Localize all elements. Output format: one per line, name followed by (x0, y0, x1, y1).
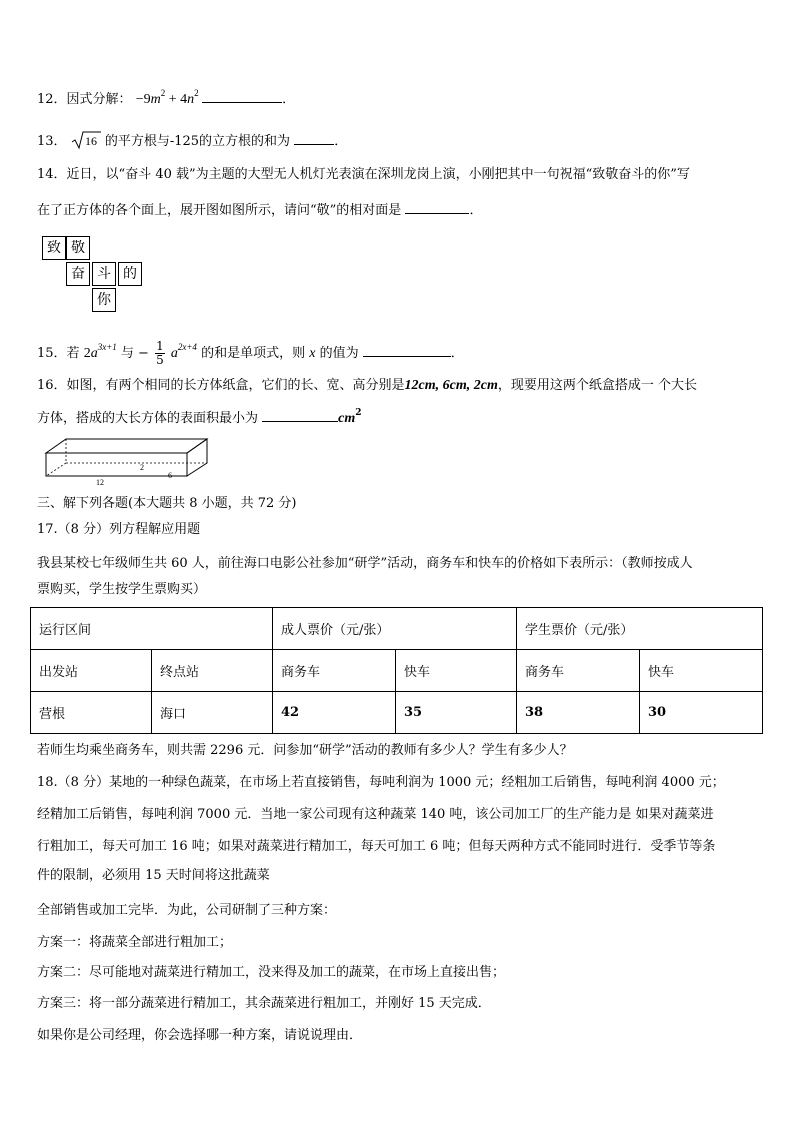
table-cell: 30 (640, 692, 763, 734)
table-cell: 42 (273, 692, 396, 734)
question-15 (37, 340, 464, 367)
question-14-line1: 14．近日，以“奋斗 40 载”为主题的大型无人机灯光表演在深圳龙岗上演，小刚把其中一句祝福“致敬奋斗的你”写 (37, 167, 690, 182)
table-header-cell: 成人票价（元/张） (273, 608, 517, 650)
q15-var1: a (90, 346, 98, 361)
q15-term1 (83, 342, 117, 361)
q15-frac-num: 1 (156, 339, 164, 353)
q15-post: 的和是单项式，则 (201, 346, 306, 361)
net-cell-6: 你 (92, 288, 116, 312)
net-cell-1: 致 (42, 236, 66, 260)
table-row (31, 608, 763, 650)
cuboid-length-label: 12 (96, 478, 104, 486)
q18-line-3: 行粗加工，每天可加工 16 吨；如果对蔬菜进行精加工，每天可加工 6 吨；但每天两种方式不能同时进行．受季节等条 (37, 839, 716, 854)
table-header-cell: 快车 (396, 650, 517, 692)
q16-text-a: 16．如图，有两个相同的长方体纸盒，它们的长、宽、高分别是 (37, 378, 405, 393)
table-cell: 营根 (31, 692, 152, 734)
sqrt-symbol-icon (71, 130, 101, 150)
table-header-cell: 商务车 (517, 650, 640, 692)
q13-answer-blank[interactable] (294, 132, 334, 145)
cuboid-height-label: 2 (140, 463, 144, 472)
q15-coef1: 2 (83, 346, 91, 361)
q17-question: 若师生均乘坐商务车，则共需 2296 元．问参加“研学”活动的教师有多少人？学生有多少人？ (37, 743, 573, 758)
net-cell-3: 奋 (66, 262, 90, 286)
q12-exp-m: 2 (160, 88, 166, 98)
question-12 (37, 90, 295, 108)
q18-line-2: 经精加工后销售，每吨利润 7000 元．当地一家公司现有这种蔬菜 140 吨，该公司加工厂的生产能力是 如果对蔬菜进 (37, 807, 714, 822)
q16-unit-exp: 2 (355, 408, 362, 418)
q15-post2: 的值为 (319, 346, 359, 361)
table-header-cell: 出发站 (31, 650, 152, 692)
q17-para-2: 票购买，学生按学生票购买） (37, 582, 207, 597)
q18-line-1: 18.（8 分）某地的一种绿色蔬菜，在市场上若直接销售，每吨利润为 1000 元；经粗加工后销售，每吨利润 4000 元； (37, 775, 725, 790)
q14-end: ． (469, 203, 483, 218)
q18-ask: 如果你是公司经理，你会选择哪一种方案，请说说理由． (37, 1028, 363, 1043)
question-16-line1 (37, 378, 697, 394)
q17-para-1: 我县某校七年级师生共 60 人，前往海口电影公社参加“研学”活动，商务车和快车的价格如下表所示：（教师按成人 (37, 556, 693, 571)
q15-exp2: 2x+4 (177, 342, 197, 352)
q16-dimensions: 12cm, 6cm, 2cm (404, 378, 498, 393)
q12-answer-blank[interactable] (202, 90, 282, 103)
q15-term2 (170, 342, 197, 361)
fare-table (30, 607, 763, 734)
q18-plan-1: 方案一：将蔬菜全部进行粗加工； (37, 935, 233, 950)
question-13 (37, 130, 347, 150)
q15-frac-den: 5 (156, 353, 164, 367)
q13-text: 的平方根与-125的立方根的和为 (104, 134, 291, 149)
q14-text: 在了正方体的各个面上，展开图如图所示，请问“敬”的相对面是 (37, 203, 402, 218)
q16-text-b: ，现要用这两个纸盒搭成一 个大长 (497, 378, 697, 393)
q15-end: ． (450, 346, 464, 361)
q12-end: ． (282, 92, 296, 107)
net-cell-2: 敬 (66, 236, 90, 260)
q15-var2: a (170, 346, 178, 361)
cuboid-width-label: 6 (168, 471, 172, 480)
q18-line-4: 件的限制，必须用 15 天时间将这批蔬菜 (37, 868, 270, 883)
q12-prompt: 12．因式分解： (37, 92, 132, 107)
table-header-cell: 快车 (640, 650, 763, 692)
q15-var-x: x (309, 346, 316, 361)
table-cell: 35 (396, 692, 517, 734)
table-header-cell: 终点站 (152, 650, 273, 692)
q15-mid: 与 − (120, 346, 149, 361)
table-cell: 海口 (152, 692, 273, 734)
table-header-cell: 运行区间 (31, 608, 273, 650)
net-cell-4: 斗 (92, 262, 116, 286)
q12-exp-n: 2 (194, 88, 199, 98)
q18-line-5: 全部销售或加工完毕．为此，公司研制了三种方案： (37, 903, 337, 918)
q14-answer-blank[interactable] (405, 201, 469, 214)
q15-exp1: 3x+1 (97, 342, 117, 352)
q15-pre: 15．若 (37, 346, 80, 361)
q17-title: 17.（8 分）列方程解应用题 (37, 522, 201, 537)
q12-var-m: m (150, 92, 161, 107)
q16-unit: cm (338, 411, 356, 426)
q13-radicand: 16 (84, 134, 97, 148)
q18-plan-2: 方案二：尽可能地对蔬菜进行精加工，没来得及加工的蔬菜，在市场上直接出售； (37, 965, 506, 980)
q12-var-n: n (187, 92, 195, 107)
q18-plan-3: 方案三：将一部分蔬菜进行精加工，其余蔬菜进行粗加工，并刚好 15 天完成． (37, 996, 491, 1011)
table-row (31, 692, 763, 734)
q16-text-c: 方体，搭成的大长方体的表面积最小为 (37, 411, 259, 426)
q12-expression (135, 88, 202, 107)
table-cell: 38 (517, 692, 640, 734)
q15-fraction (155, 340, 165, 367)
q13-end: ． (334, 134, 348, 149)
table-row (31, 650, 763, 692)
q12-coef: −9 (135, 92, 151, 107)
q12-plus: + 4 (168, 92, 188, 107)
question-14-line2 (37, 201, 482, 219)
cuboid-figure (40, 436, 210, 486)
table-header-cell: 学生票价（元/张） (517, 608, 763, 650)
net-cell-5: 的 (118, 262, 142, 286)
table-header-cell: 商务车 (273, 650, 396, 692)
question-16-line2 (37, 409, 362, 427)
q15-answer-blank[interactable] (363, 344, 451, 357)
section-3-heading: 三、解下列各题(本大题共 8 小题，共 72 分) (37, 496, 297, 511)
q16-answer-blank[interactable] (262, 409, 338, 422)
q13-number: 13． (37, 134, 67, 149)
